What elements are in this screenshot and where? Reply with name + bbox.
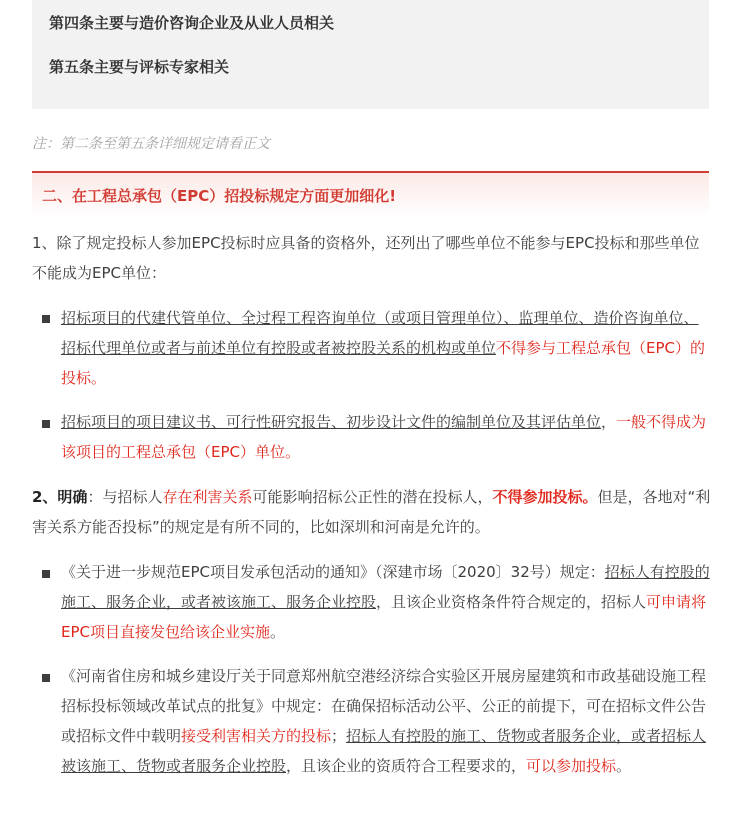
bullet-4-text-2: ； [331, 727, 347, 745]
bullet-4-text-1: 《河南省住房和城乡建设厅关于同意郑州航空港经济综合实验区开展房屋建筑和市政基础设施工程招标投标领域改革试点的批复》中规定：在确保招标活动公平、公正的前提下，可在招标文件公告或招标文件中载明 [61, 667, 707, 745]
paragraph-2-red-2: 不得参加投标。 [492, 488, 598, 506]
bullet-4-text-4: 。 [616, 757, 632, 775]
bullet-square-icon [42, 420, 50, 428]
paragraph-2-lead: 2、明确 [32, 488, 88, 506]
bullet-4-text-3: ，且该企业的资质符合工程要求的， [286, 757, 527, 775]
bullet-square-icon [42, 674, 50, 682]
bullet-4-red-2: 可以参加投标 [526, 757, 617, 775]
paragraph-2-red-1: 存在利害关系 [162, 488, 253, 506]
bullet-3-red: 可申请将EPC项目直接发包给该企业实施 [61, 593, 707, 641]
section-title: 二、在工程总承包（EPC）招投标规定方面更加细化! [42, 187, 397, 205]
bullet-1-red: 不得参与工程总承包（EPC）的投标。 [61, 339, 706, 387]
bullet-square-icon [42, 315, 50, 323]
bullet-item-1 [61, 303, 711, 393]
paragraph-1: 1、除了规定投标人参加EPC投标时应具备的资格外，还列出了哪些单位不能参与EPC投标和那些单位不能成为EPC单位： [32, 234, 700, 282]
bullet-3-text-1: 《关于进一步规范EPC项目发承包活动的通知》（深建市场〔2020〕32号）规定： [61, 563, 605, 581]
bullet-item-2 [61, 407, 711, 467]
bullet-item-4 [61, 661, 711, 781]
note-text: 注：第二条至第五条详细规定请看正文 [32, 136, 270, 152]
bullet-2-red: 一般不得成为该项目的工程总承包（EPC）单位。 [61, 413, 707, 461]
bullet-square-icon [42, 570, 50, 578]
section-heading [32, 171, 709, 217]
bullet-2-comma: ， [601, 413, 617, 431]
bullet-3-text-2: ，且该企业资格条件符合规定的，招标人 [376, 593, 647, 611]
paragraph-2-text-3: 但是，各地对“利害关系方能否投标”的规定是有所不同的，比如深圳和河南是允许的。 [32, 488, 711, 536]
bullet-1-underlined: 招标项目的代建代管单位、全过程工程咨询单位（或项目管理单位）、监理单位、造价咨询单位、招标代理单位或者与前述单位有控股或者被控股关系的机构或单位 [61, 309, 699, 357]
summary-item-4: 第四条主要与造价咨询企业及从业人员相关 [49, 14, 335, 32]
bullet-item-3 [61, 557, 711, 647]
summary-item-5: 第五条主要与评标专家相关 [49, 58, 230, 76]
bullet-4-red-1: 接受利害相关方的投标 [181, 727, 332, 745]
paragraph-2-text-2: 可能影响招标公正性的潜在投标人， [252, 488, 493, 506]
paragraph-2 [32, 482, 712, 542]
summary-box [32, 0, 709, 109]
bullet-3-text-3: 。 [270, 623, 286, 641]
bullet-3-underlined: 招标人有控股的施工、服务企业，或者被该施工、服务企业控股 [61, 563, 710, 611]
bullet-2-underlined: 招标项目的项目建议书、可行性研究报告、初步设计文件的编制单位及其评估单位 [61, 413, 602, 431]
paragraph-2-text-1: ：与招标人 [87, 488, 163, 506]
bullet-4-underlined: 招标人有控股的施工、货物或者服务企业，或者招标人被该施工、货物或者服务企业控股 [61, 727, 707, 775]
